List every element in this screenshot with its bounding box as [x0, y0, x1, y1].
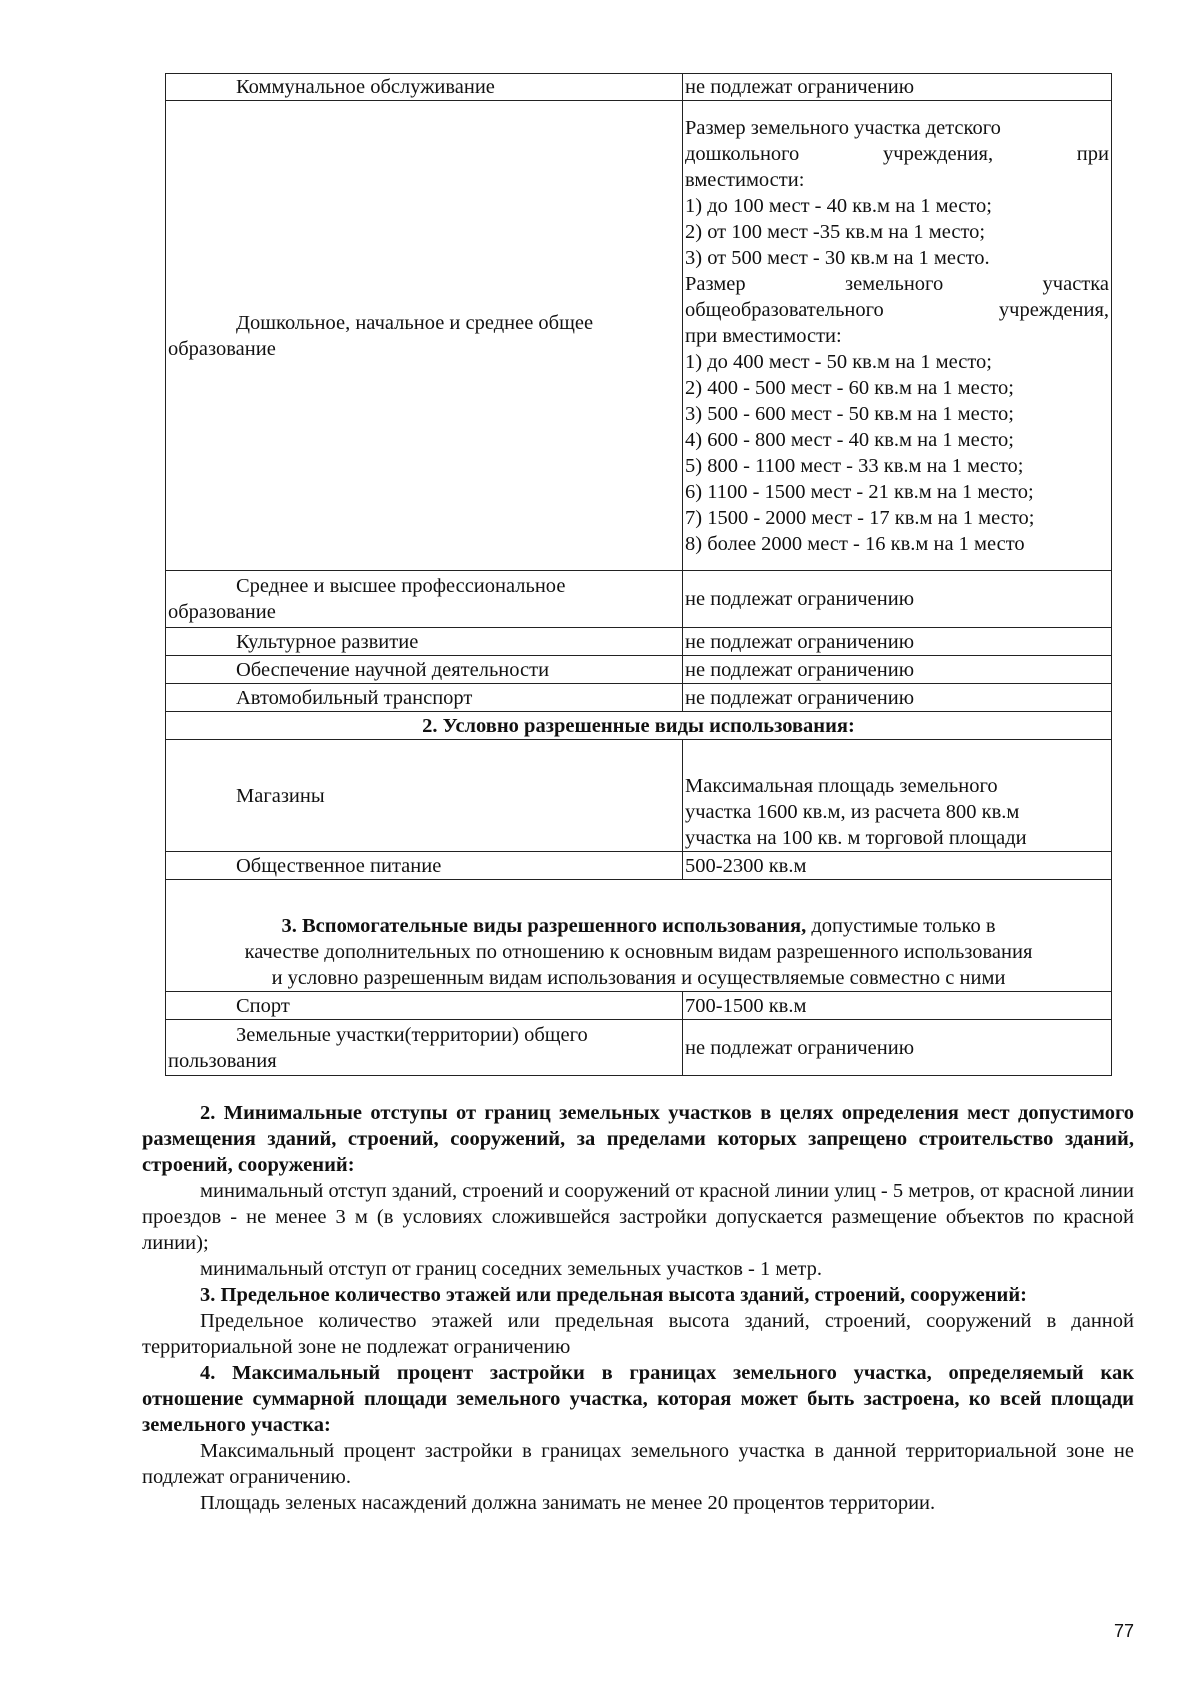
paragraph: Максимальный процент застройки в границах земельного участка в данной территориальной зоне не подлежат ограничению.: [142, 1440, 1134, 1488]
limit-line: 5) 800 - 1100 мест - 33 кв.м на 1 место;: [685, 454, 1024, 477]
limit-cell: 500-2300 кв.м: [683, 852, 1112, 880]
limit-line: общеобразовательного учреждения,: [685, 298, 1109, 321]
limit-cell: не подлежат ограничению: [683, 656, 1112, 684]
table-row: [166, 101, 1112, 571]
section-3-bold: 3. Вспомогательные виды разрешенного использования,: [281, 915, 807, 937]
table-row: [166, 852, 1112, 880]
section-3-line: [168, 913, 1109, 939]
table-row: [166, 740, 1112, 852]
table-row: [166, 684, 1112, 712]
limit-cell: не подлежат ограничению: [683, 628, 1112, 656]
table-row: [166, 1020, 1112, 1076]
use-type-line: Среднее и высшее профессиональное: [236, 575, 566, 597]
section-2-title: 2. Условно разрешенные виды использования:: [166, 712, 1112, 740]
use-type-line: Земельные участки(территории) общего: [236, 1023, 588, 1046]
table-row: [166, 74, 1112, 101]
use-type-line: Дошкольное, начальное и среднее общее: [236, 311, 594, 334]
section-3-title: [166, 880, 1112, 992]
limit-cell: [683, 740, 1112, 852]
limit-line: 4) 600 - 800 мест - 40 кв.м на 1 место;: [685, 428, 1014, 451]
section-3-line: качестве дополнительных по отношению к основным видам разрешенного использования: [244, 941, 1033, 963]
heading-setbacks: 2. Минимальные отступы от границ земельных участков в целях определения мест допустимого размещения зданий, строений, сооружений, за пределами которых запрещено строительство зданий, строений, сооружений:: [142, 1102, 1134, 1176]
limit-line: дошкольного учреждения, при: [685, 142, 1109, 165]
use-type-cell: Автомобильный транспорт: [166, 684, 683, 712]
paragraph: минимальный отступ зданий, строений и сооружений от красной линии улиц - 5 метров, от красной линии проездов - не менее 3 м (в условиях сложившейся застройки допускается размещение объектов по красной линии);: [142, 1180, 1134, 1254]
page-number: 77: [1113, 1621, 1134, 1641]
heading-coverage: 4. Максимальный процент застройки в границах земельного участка, определяемый как отношение суммарной площади земельного участка, которая может быть застроена, ко всей площади земельного участка:: [142, 1362, 1134, 1436]
use-type-cell: Обеспечение научной деятельности: [166, 656, 683, 684]
use-type-cell: [166, 101, 683, 571]
heading-floors: 3. Предельное количество этажей или предельная высота зданий, строений, сооружений:: [200, 1284, 1027, 1306]
limit-cell: не подлежат ограничению: [683, 74, 1112, 101]
limit-cell: не подлежат ограничению: [683, 1020, 1112, 1076]
section-header-row: [166, 880, 1112, 992]
paragraph: минимальный отступ от границ соседних земельных участков - 1 метр.: [200, 1258, 823, 1280]
use-type-cell: Магазины: [166, 740, 683, 852]
use-type-cell: [166, 1020, 683, 1076]
paragraph: Предельное количество этажей или предельная высота зданий, строений, сооружений в данной территориальной зоне не подлежат ограничению: [142, 1310, 1134, 1358]
limit-line: 1) до 100 мест - 40 кв.м на 1 место;: [685, 194, 992, 217]
use-type-line: образование: [168, 601, 276, 623]
limit-line: вместимости:: [685, 168, 805, 191]
limit-line: Размер земельного участка: [685, 272, 1109, 295]
limit-cell: не подлежат ограничению: [683, 571, 1112, 628]
use-type-cell: [166, 571, 683, 628]
use-type-cell: Спорт: [166, 992, 683, 1020]
limit-line: 2) от 100 мест -35 кв.м на 1 место;: [685, 220, 986, 243]
use-type-cell: Общественное питание: [166, 852, 683, 880]
use-type-cell: Культурное развитие: [166, 628, 683, 656]
section-header-row: [166, 712, 1112, 740]
use-type-line: образование: [168, 337, 276, 360]
table-row: [166, 656, 1112, 684]
limit-line: Размер земельного участка детского: [685, 116, 1001, 139]
limit-cell: 700-1500 кв.м: [683, 992, 1112, 1020]
limit-line: при вместимости:: [685, 324, 842, 347]
regulations-text: [142, 1100, 1134, 1641]
use-type-cell: Коммунальное обслуживание: [166, 74, 683, 101]
limit-cell: не подлежат ограничению: [683, 684, 1112, 712]
limit-line: Максимальная площадь земельного: [685, 775, 998, 797]
limit-cell: [683, 101, 1112, 571]
use-type-line: пользования: [168, 1049, 277, 1072]
table-row: [166, 628, 1112, 656]
limit-line: 1) до 400 мест - 50 кв.м на 1 место;: [685, 350, 992, 373]
limit-line: 3) от 500 мест - 30 кв.м на 1 место.: [685, 246, 990, 269]
limit-line: 6) 1100 - 1500 мест - 21 кв.м на 1 место;: [685, 480, 1034, 503]
land-use-table: [165, 73, 1112, 1076]
limit-line: участка на 100 кв. м торговой площади: [685, 827, 1027, 849]
section-3-rest: допустимые только в: [806, 915, 996, 937]
section-3-line: и условно разрешенным видам использования и осуществляемые совместно с ними: [271, 967, 1006, 989]
paragraph: Площадь зеленых насаждений должна занимать не менее 20 процентов территории.: [200, 1492, 936, 1514]
limit-line: 8) более 2000 мест - 16 кв.м на 1 место: [685, 532, 1025, 555]
limit-line: 2) 400 - 500 мест - 60 кв.м на 1 место;: [685, 376, 1014, 399]
table-row: [166, 992, 1112, 1020]
limit-line: 3) 500 - 600 мест - 50 кв.м на 1 место;: [685, 402, 1014, 425]
limit-line: 7) 1500 - 2000 мест - 17 кв.м на 1 место;: [685, 506, 1035, 529]
table-row: [166, 571, 1112, 628]
limit-line: участка 1600 кв.м, из расчета 800 кв.м: [685, 801, 1020, 823]
